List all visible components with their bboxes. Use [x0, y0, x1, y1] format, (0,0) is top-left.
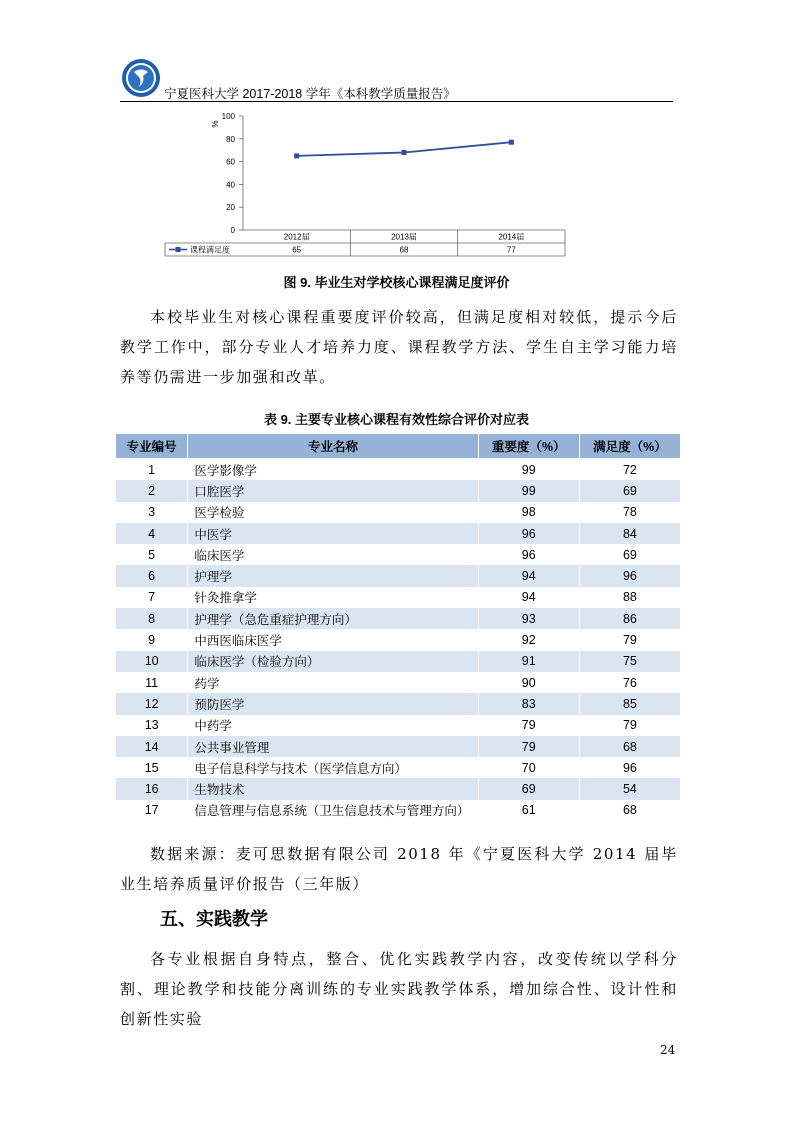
legend-marker: [176, 247, 181, 252]
page-number: 24: [660, 1043, 676, 1057]
cell-major-code: 2: [116, 480, 188, 501]
table-row: [116, 651, 681, 672]
table-header-row: [116, 434, 681, 459]
cell-major-name: 信息管理与信息系统（卫生信息技术与管理方向）: [188, 800, 478, 821]
cell-satisfaction: 96: [579, 565, 680, 586]
table-row: [116, 565, 681, 586]
cell-major-code: 1: [116, 459, 188, 481]
cell-major-code: 6: [116, 565, 188, 586]
cell-major-name: 电子信息科学与技术（医学信息方向）: [188, 757, 478, 778]
cell-importance: 79: [478, 736, 579, 757]
cell-major-name: 临床医学: [188, 544, 478, 565]
cell-importance: 98: [478, 502, 579, 523]
table-caption: 表 9. 主要专业核心课程有效性综合评价对应表: [263, 412, 530, 427]
evaluation-table: [115, 433, 681, 821]
satisfaction-line-chart: [160, 106, 570, 266]
cell-major-code: 7: [116, 587, 188, 608]
cell-importance: 79: [478, 715, 579, 736]
header-major-name: 专业名称: [188, 434, 478, 459]
cell-satisfaction: 88: [579, 587, 680, 608]
data-table-value: 68: [399, 245, 409, 255]
cell-major-name: 预防医学: [188, 693, 478, 714]
table-row: [116, 736, 681, 757]
y-tick-label: 100: [221, 112, 235, 121]
x-tick-label: 2012届: [283, 232, 310, 242]
data-point: [402, 150, 407, 155]
y-tick-label: 60: [226, 157, 235, 167]
cell-satisfaction: 69: [579, 544, 680, 565]
cell-satisfaction: 85: [579, 693, 680, 714]
cell-importance: 94: [478, 587, 579, 608]
data-point: [294, 153, 299, 158]
cell-major-code: 13: [116, 715, 188, 736]
university-logo-icon: [121, 58, 161, 98]
cell-major-name: 口腔医学: [188, 480, 478, 501]
figure-caption: 图 9. 毕业生对学校核心课程满足度评价: [283, 275, 510, 290]
table-row: [116, 757, 681, 778]
cell-satisfaction: 76: [579, 672, 680, 693]
header-satisfaction: 满足度（%）: [579, 434, 680, 459]
cell-major-name: 针灸推拿学: [188, 587, 478, 608]
table-row: [116, 502, 681, 523]
cell-major-code: 4: [116, 523, 188, 544]
cell-major-name: 中西医临床医学: [188, 629, 478, 650]
paragraph-1: [120, 302, 678, 392]
header-importance: 重要度（%）: [478, 434, 579, 459]
cell-major-code: 8: [116, 608, 188, 629]
cell-satisfaction: 54: [579, 778, 680, 799]
cell-major-name: 临床医学（检验方向）: [188, 651, 478, 672]
table-row: [116, 459, 681, 481]
table-row: [116, 629, 681, 650]
table-row: [116, 608, 681, 629]
cell-satisfaction: 96: [579, 757, 680, 778]
table-row: [116, 672, 681, 693]
table-row: [116, 544, 681, 565]
cell-major-code: 5: [116, 544, 188, 565]
header-major-code: 专业编号: [116, 434, 188, 459]
cell-importance: 70: [478, 757, 579, 778]
cell-major-name: 医学影像学: [188, 459, 478, 481]
cell-importance: 94: [478, 565, 579, 586]
cell-importance: 99: [478, 459, 579, 481]
header-divider: [120, 101, 673, 102]
paragraph-2-text: 各专业根据自身特点，整合、优化实践教学内容，改变传统以学科分割、理论教学和技能分离训练的专业实践教学体系，增加综合性、设计性和创新性实验: [120, 950, 678, 1028]
data-table-value: 65: [292, 245, 302, 255]
cell-major-code: 3: [116, 502, 188, 523]
cell-importance: 61: [478, 800, 579, 821]
y-tick-label: 0: [230, 226, 235, 235]
data-table-value: 77: [506, 245, 516, 255]
legend-label: 课程满足度: [190, 245, 230, 255]
y-tick-label: 20: [226, 203, 235, 213]
cell-major-name: 公共事业管理: [188, 736, 478, 757]
cell-importance: 90: [478, 672, 579, 693]
cell-importance: 91: [478, 651, 579, 672]
cell-satisfaction: 78: [579, 502, 680, 523]
cell-major-name: 中药学: [188, 715, 478, 736]
cell-satisfaction: 86: [579, 608, 680, 629]
paragraph-1-text: 本校毕业生对核心课程重要度评价较高，但满足度相对较低，提示今后教学工作中，部分专业人才培养力度、课程教学方法、学生自主学习能力培养等仍需进一步加强和改革。: [120, 308, 678, 386]
source-note: [120, 839, 678, 899]
header-title: 宁夏医科大学 2017-2018 学年《本科教学质量报告》: [164, 87, 456, 101]
cell-major-code: 11: [116, 672, 188, 693]
source-note-text: 数据来源：麦可思数据有限公司 2018 年《宁夏医科大学 2014 届毕业生培养质量评价报告（三年版）: [120, 845, 678, 893]
cell-major-code: 12: [116, 693, 188, 714]
x-tick-label: 2014届: [498, 232, 525, 242]
cell-satisfaction: 84: [579, 523, 680, 544]
cell-satisfaction: 68: [579, 800, 680, 821]
cell-satisfaction: 72: [579, 459, 680, 481]
cell-satisfaction: 69: [579, 480, 680, 501]
cell-major-name: 医学检验: [188, 502, 478, 523]
cell-major-code: 10: [116, 651, 188, 672]
cell-major-name: 护理学（急危重症护理方向）: [188, 608, 478, 629]
y-tick-label: 80: [226, 134, 235, 144]
cell-major-code: 17: [116, 800, 188, 821]
cell-major-name: 中医学: [188, 523, 478, 544]
cell-satisfaction: 75: [579, 651, 680, 672]
table-row: [116, 693, 681, 714]
table-row: [116, 587, 681, 608]
cell-satisfaction: 68: [579, 736, 680, 757]
cell-importance: 99: [478, 480, 579, 501]
table-row: [116, 523, 681, 544]
paragraph-2: [120, 944, 678, 1034]
cell-importance: 96: [478, 523, 579, 544]
data-point: [509, 140, 514, 145]
section-title: 五、实践教学: [160, 909, 268, 929]
cell-importance: 96: [478, 544, 579, 565]
cell-satisfaction: 79: [579, 629, 680, 650]
cell-importance: 69: [478, 778, 579, 799]
table-row: [116, 778, 681, 799]
cell-major-code: 9: [116, 629, 188, 650]
cell-satisfaction: 79: [579, 715, 680, 736]
cell-major-name: 护理学: [188, 565, 478, 586]
table-row: [116, 715, 681, 736]
cell-major-code: 15: [116, 757, 188, 778]
cell-importance: 93: [478, 608, 579, 629]
cell-major-code: 14: [116, 736, 188, 757]
cell-importance: 92: [478, 629, 579, 650]
y-tick-label: 40: [226, 180, 235, 190]
y-axis-label: %: [210, 120, 219, 128]
table-row: [116, 800, 681, 821]
x-tick-label: 2013届: [391, 232, 417, 242]
cell-importance: 83: [478, 693, 579, 714]
cell-major-name: 药学: [188, 672, 478, 693]
cell-major-name: 生物技术: [188, 778, 478, 799]
table-row: [116, 480, 681, 501]
cell-major-code: 16: [116, 778, 188, 799]
